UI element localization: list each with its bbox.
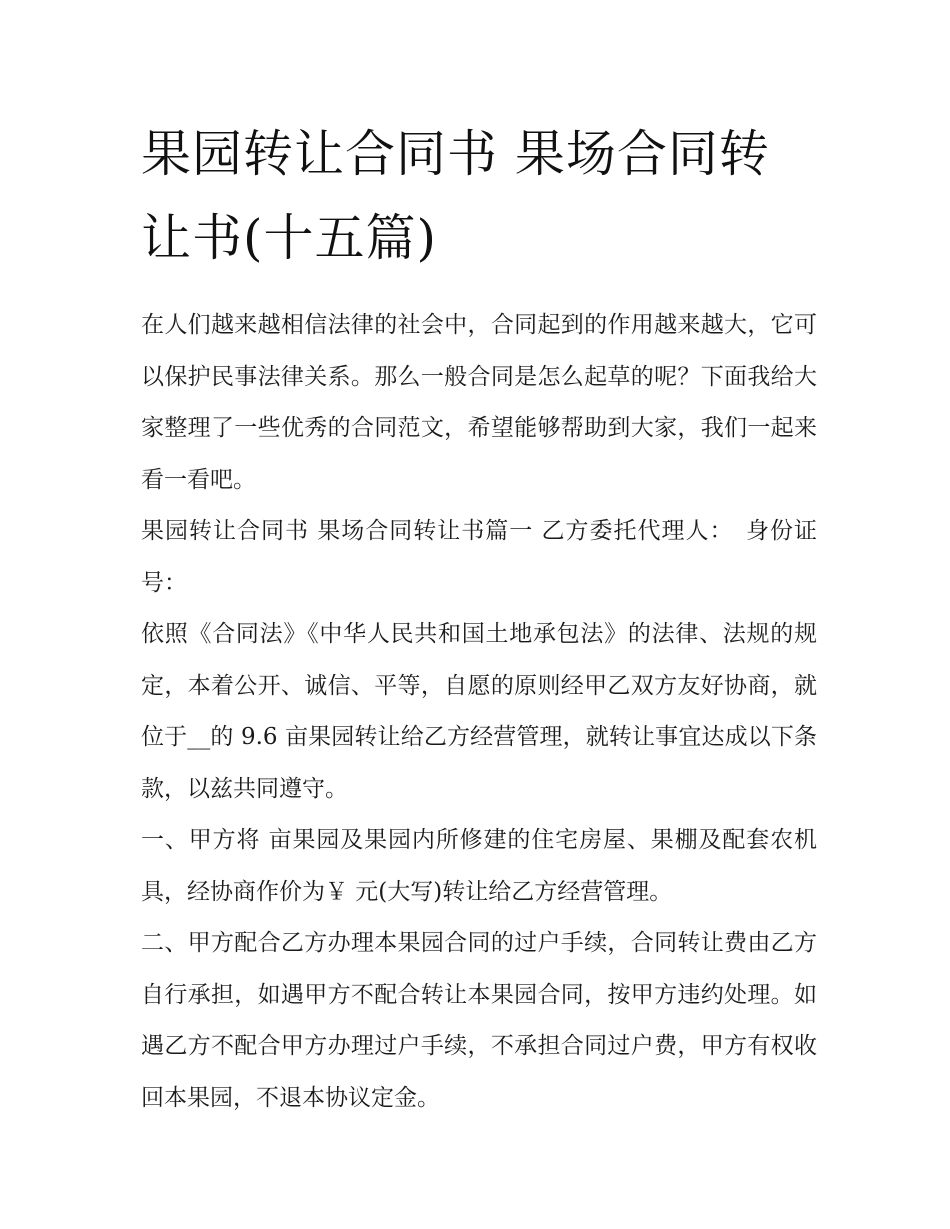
document-body <box>141 300 817 1124</box>
clause-two-paragraph: 二、甲方配合乙方办理本果园合同的过户手续，合同转让费由乙方自行承担，如遇甲方不配合转让本果园合同，按甲方违约处理。如遇乙方不配合甲方办理过户手续，不承担合同过户费，甲方有权收回本果园，不退本协议定金。 <box>141 930 817 1111</box>
section-heading-paragraph: 果园转让合同书 果场合同转让书篇一 乙方委托代理人： 身份证号： <box>141 518 817 596</box>
document-page <box>141 112 817 1124</box>
basis-paragraph: 依照《合同法》《中华人民共和国土地承包法》的法律、法规的规定，本着公开、诚信、平等，自愿的原则经甲乙双方友好协商，就位于__的 9.6 亩果园转让给乙方经营管理，就转让事宜达成以下条款，以兹共同遵守。 <box>141 621 817 802</box>
intro-paragraph: 在人们越来越相信法律的社会中，合同起到的作用越来越大，它可以保护民事法律关系。那么一般合同是怎么起草的呢？下面我给大家整理了一些优秀的合同范文，希望能够帮助到大家，我们一起来看一看吧。 <box>141 312 817 493</box>
clause-one-paragraph: 一、甲方将 亩果园及果园内所修建的住宅房屋、果棚及配套农机具，经协商作价为￥ 元(大写)转让给乙方经营管理。 <box>141 827 817 905</box>
document-title: 果园转让合同书 果场合同转让书(十五篇) <box>141 125 770 267</box>
